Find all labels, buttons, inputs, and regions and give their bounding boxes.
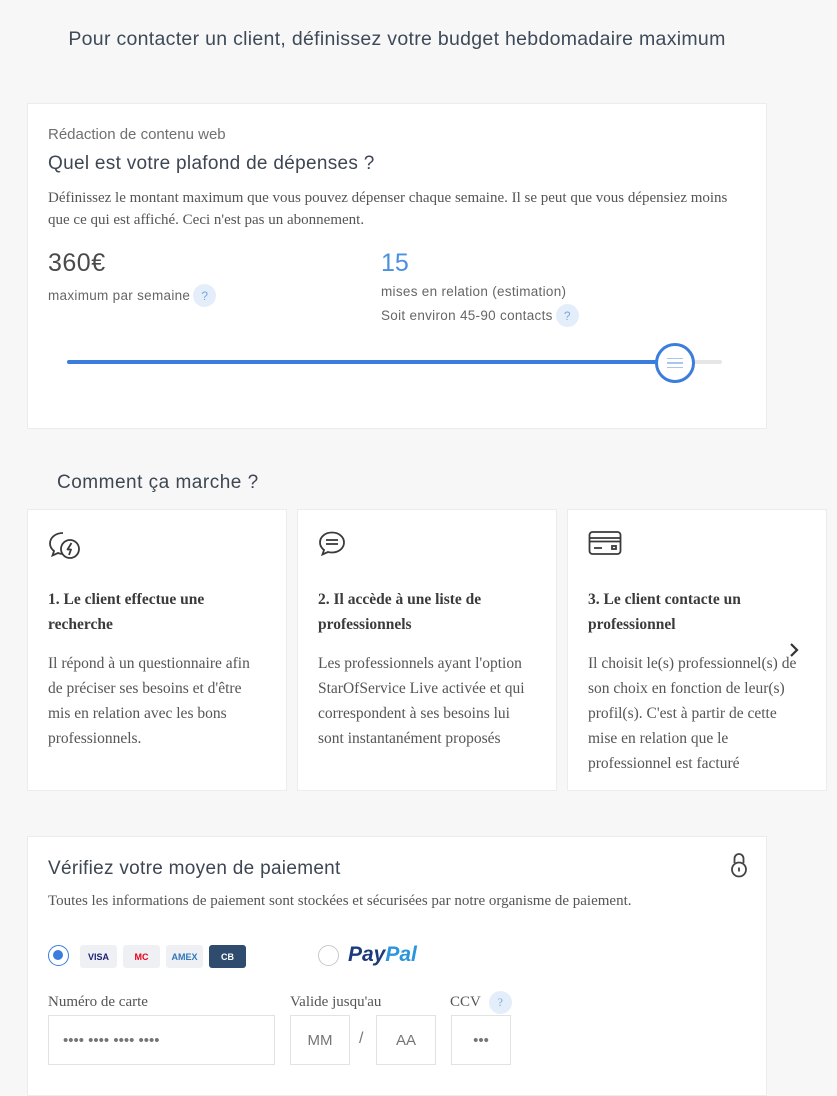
help-icon[interactable]: ?	[556, 304, 579, 327]
help-icon[interactable]: ?	[193, 284, 216, 307]
step-card	[297, 509, 557, 791]
card-number-input[interactable]	[48, 1015, 275, 1065]
how-it-works-title: Comment ça marche ?	[57, 472, 259, 493]
category-label: Rédaction de contenu web	[48, 126, 226, 143]
budget-slider-handle[interactable]	[655, 343, 695, 383]
amount-label: maximum par semaine	[48, 288, 191, 303]
weekly-amount: 360€	[48, 249, 106, 277]
mises-count: 15	[381, 249, 409, 277]
contacts-sub	[381, 304, 579, 327]
expiry-separator: /	[359, 1030, 364, 1047]
lock-icon	[730, 851, 748, 879]
help-icon[interactable]: ?	[489, 991, 512, 1014]
budget-card	[27, 103, 767, 429]
visa-logo: VISA	[80, 945, 117, 968]
amount-sub	[48, 284, 216, 307]
credit-card-icon	[588, 530, 806, 560]
cb-logo: CB	[209, 945, 246, 968]
payment-description: Toutes les informations de paiement sont stockées et sécurisées par notre organisme de paiement.	[48, 893, 632, 909]
budget-slider-fill	[67, 360, 675, 364]
card-number-label: Numéro de carte	[48, 994, 148, 1010]
paypal-logo: Pay Pal	[348, 943, 417, 966]
step-card	[27, 509, 287, 791]
payment-title: Vérifiez votre moyen de paiement	[48, 858, 341, 879]
chat-bubble-icon	[318, 530, 536, 560]
step-title: 2. Il accède à une liste de professionnels	[318, 591, 482, 633]
budget-description: Définissez le montant maximum que vous pouvez dépenser chaque semaine. Il se peut que vous dépensiez moins que ce qui est affiché. Ceci n'est pas un abonnement.	[48, 190, 728, 228]
spending-question: Quel est votre plafond de dépenses ?	[48, 153, 375, 174]
card-payment-radio[interactable]	[48, 945, 69, 966]
steps-carousel	[27, 509, 797, 791]
budget-slider-track[interactable]	[67, 360, 722, 364]
ccv-label-row	[450, 991, 512, 1014]
step-title: 1. Le client effectue une recherche	[48, 591, 205, 633]
expiry-label: Valide jusqu'au	[290, 994, 382, 1010]
paypal-radio[interactable]	[318, 945, 339, 966]
payment-card	[27, 836, 767, 1096]
chevron-right-icon[interactable]	[784, 640, 804, 660]
card-logos	[80, 945, 246, 968]
step-text: Il choisit le(s) professionnel(s) de son choix en fonction de leur(s) profil(s). C'est à partir de cette mise en relation que le professionnel est facturé	[588, 655, 797, 772]
chat-lightning-icon	[48, 530, 266, 560]
expiry-year-input[interactable]	[376, 1015, 436, 1065]
mastercard-logo: MC	[123, 945, 160, 968]
expiry-month-input[interactable]	[290, 1015, 350, 1065]
step-title: 3. Le client contacte un professionnel	[588, 591, 741, 633]
page-title: Pour contacter un client, définissez votre budget hebdomadaire maximum	[68, 28, 726, 50]
ccv-input[interactable]	[451, 1015, 511, 1065]
step-text: Les professionnels ayant l'option StarOfService Live activée et qui correspondent à ses besoins lui sont instantanément proposés	[318, 655, 525, 747]
mises-label: mises en relation (estimation)	[381, 284, 567, 299]
amex-logo: AMEX	[166, 945, 203, 968]
contacts-label: Soit environ 45-90 contacts	[381, 308, 553, 323]
step-text: Il répond à un questionnaire afin de préciser ses besoins et d'être mis en relation avec les bons professionnels.	[48, 655, 250, 747]
ccv-label: CCV	[450, 994, 481, 1010]
